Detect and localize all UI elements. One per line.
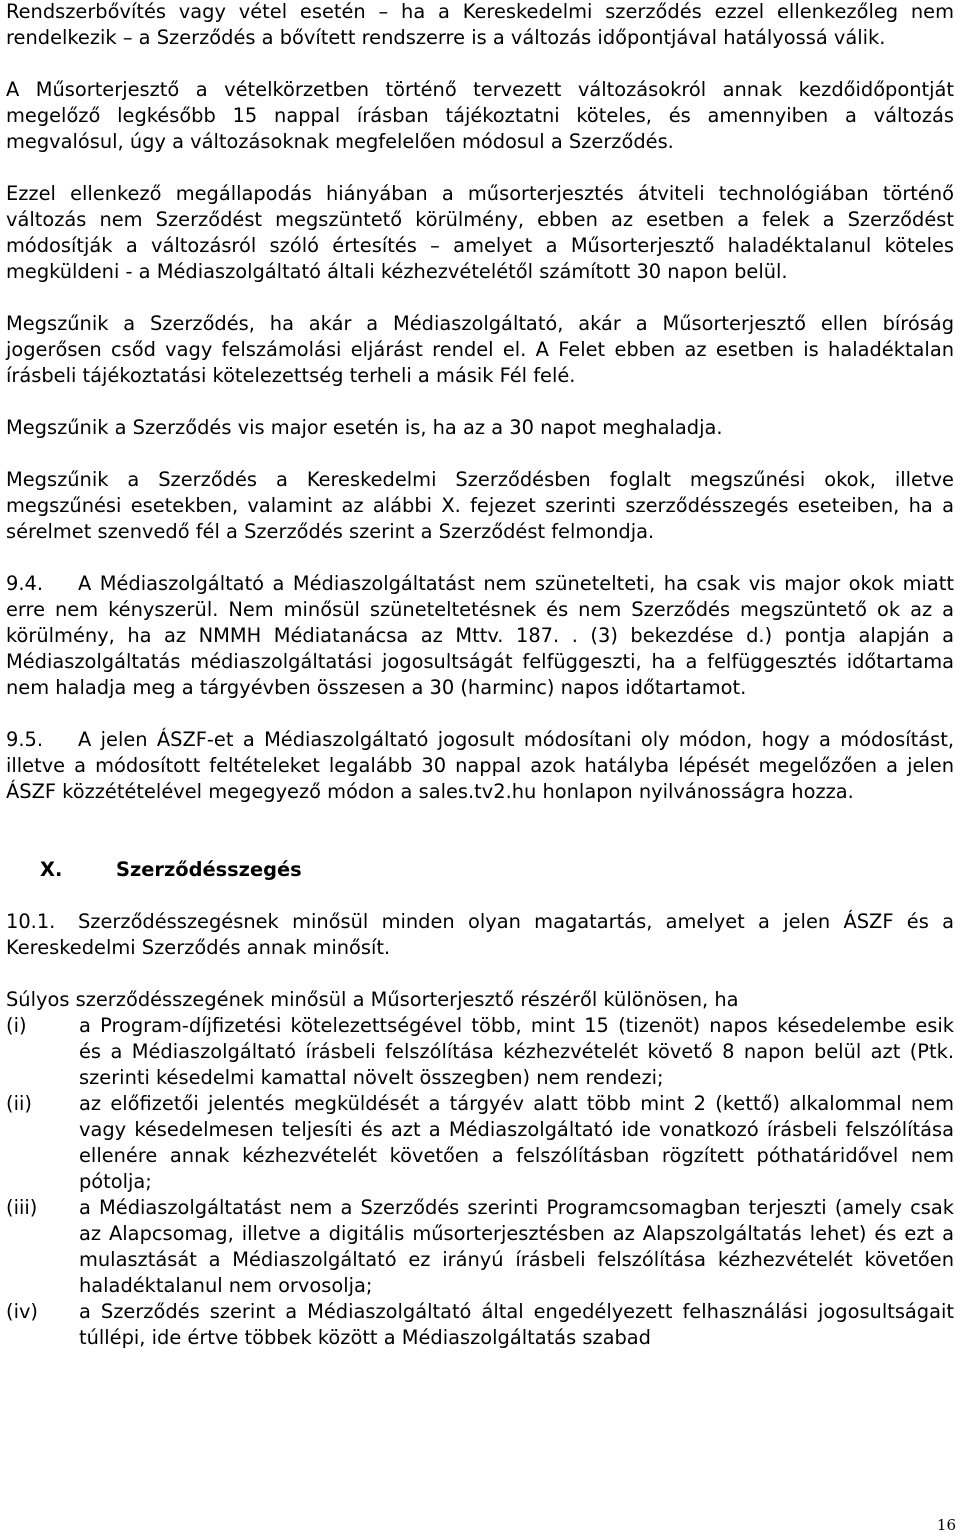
clause-10-1-number: 10.1. [6, 910, 56, 933]
list-item [6, 1091, 954, 1195]
list-item [6, 1299, 954, 1351]
paragraph-termination-vis-major: Megszűnik a Szerződés vis major esetén is, ha az a 30 napot meghaladja. [6, 416, 723, 439]
list-item-text: a Szerződés szerint a Médiaszolgáltató által engedélyezett felhasználási jogosultságait túllépi, ide értve többek között a Médiaszolgáltatás szabad [79, 1300, 954, 1349]
page-number: 16 [936, 1516, 956, 1534]
list-item-marker: (i) [6, 1014, 27, 1037]
clause-9-5-number: 9.5. [6, 728, 44, 751]
section-x-heading [6, 857, 954, 883]
section-x-title: Szerződésszegés [116, 858, 302, 881]
clause-9-4-number: 9.4. [6, 572, 44, 595]
serious-breach-list [6, 1013, 954, 1351]
clause-10-1 [6, 909, 954, 961]
clause-9-4 [6, 571, 954, 701]
serious-breach-intro: Súlyos szerződésszegének minősül a Műsorterjesztő részéről különösen, ha [6, 988, 739, 1011]
paragraph-reception-area-changes: A Műsorterjesztő a vételkörzetben történő tervezett változásokról annak kezdőidőpontját megelőző legkésőbb 15 nappal írásban tájékoztatni köteles, és amennyiben a változás megvalósul, úgy a változásoknak megfelelően módosul a Szerződés. [6, 78, 954, 153]
list-item [6, 1013, 954, 1091]
paragraph-termination-commercial: Megszűnik a Szerződés a Kereskedelmi Szerződésben foglalt megszűnési okok, illetve megszűnési esetekben, valamint az alábbi X. fejezet szerinti szerződésszegés eseteiben, ha a sérelmet szenvedő fél a Szerződés szerint a Szerződést felmondja. [6, 468, 954, 543]
list-item [6, 1195, 954, 1299]
paragraph-system-extension: Rendszerbővítés vagy vétel esetén – ha a Kereskedelmi szerződés ezzel ellenkezőleg nem rendelkezik – a Szerződés a bővített rendszerre is a változás időpontjával hatályossá válik. [6, 0, 954, 49]
paragraph-technology-change: Ezzel ellenkező megállapodás hiányában a műsorterjesztés átviteli technológiában történő változás nem Szerződést megszüntető körülmény, ebben az esetben a felek a Szerződést módosítják a változásról szóló értesítés – amelyet a Műsorterjesztő haladéktalanul köteles megküldeni - a Médiaszolgáltató általi kézhezvételétől számított 30 napon belül. [6, 182, 954, 283]
section-x-number: X. [40, 858, 63, 881]
document-page [6, 0, 954, 1351]
clause-9-5 [6, 727, 954, 805]
clause-10-1-text: Szerződésszegésnek minősül minden olyan magatartás, amelyet a jelen ÁSZF és a Kereskedelmi Szerződés annak minősít. [6, 910, 954, 959]
clause-9-4-text: A Médiaszolgáltató a Médiaszolgáltatást nem szünetelteti, ha csak vis major okok miatt erre nem kényszerül. Nem minősül szüneteltetésnek és nem Szerződés megszüntető ok az a körülmény, ha az NMMH Médiatanácsa az Mttv. 187. . (3) bekezdése d.) pontja alapján a Médiaszolgáltatás médiaszolgáltatási jogosultságát felfüggeszti, ha a felfüggesztés időtartama nem haladja meg a tárgyévben összesen a 30 (harminc) napos időtartamot. [6, 572, 954, 699]
clause-9-5-text: A jelen ÁSZF-et a Médiaszolgáltató jogosult módosítani oly módon, hogy a módosítást, illetve a módosított feltételeket legalább 30 nappal azok hatályba lépését megelőzően a jelen ÁSZF közzétételével megegyező módon a sales.tv2.hu honlapon nyilvánosságra hozza. [6, 728, 954, 803]
list-item-text: a Program-díjfizetési kötelezettségével több, mint 15 (tizenöt) napos késedelembe esik és a Médiaszolgáltató írásbeli felszólítása kézhezvételét követő 8 napon belül azt (Ptk. szerinti késedelmi kamattal növelt összegben) nem rendezi; [79, 1014, 954, 1089]
list-item-text: az előfizetői jelentés megküldését a tárgyév alatt több mint 2 (kettő) alkalommal nem vagy késedelmesen teljesíti és azt a Médiaszolgáltató ide vonatkozó írásbeli felszólítása ellenére annak kézhezvételét követően a felszólításban rögzített póthatáridővel nem pótolja; [79, 1092, 954, 1193]
list-item-marker: (iv) [6, 1300, 38, 1323]
paragraph-termination-bankruptcy: Megszűnik a Szerződés, ha akár a Médiaszolgáltató, akár a Műsorterjesztő ellen bíróság jogerősen csőd vagy felszámolási eljárást rendel el. A Felet ebben az esetben is haladéktalan írásbeli tájékoztatási kötelezettség terheli a másik Fél felé. [6, 312, 954, 387]
list-item-marker: (ii) [6, 1092, 32, 1115]
list-item-text: a Médiaszolgáltatást nem a Szerződés szerinti Programcsomagban terjeszti (amely csak az Alapcsomag, illetve a digitális műsorterjesztésben az Alapszolgáltatás lehet) és ezt a mulasztását a Médiaszolgáltató ez irányú írásbeli felszólítása kézhezvételét követően haladéktalanul nem orvosolja; [79, 1196, 954, 1297]
list-item-marker: (iii) [6, 1196, 38, 1219]
